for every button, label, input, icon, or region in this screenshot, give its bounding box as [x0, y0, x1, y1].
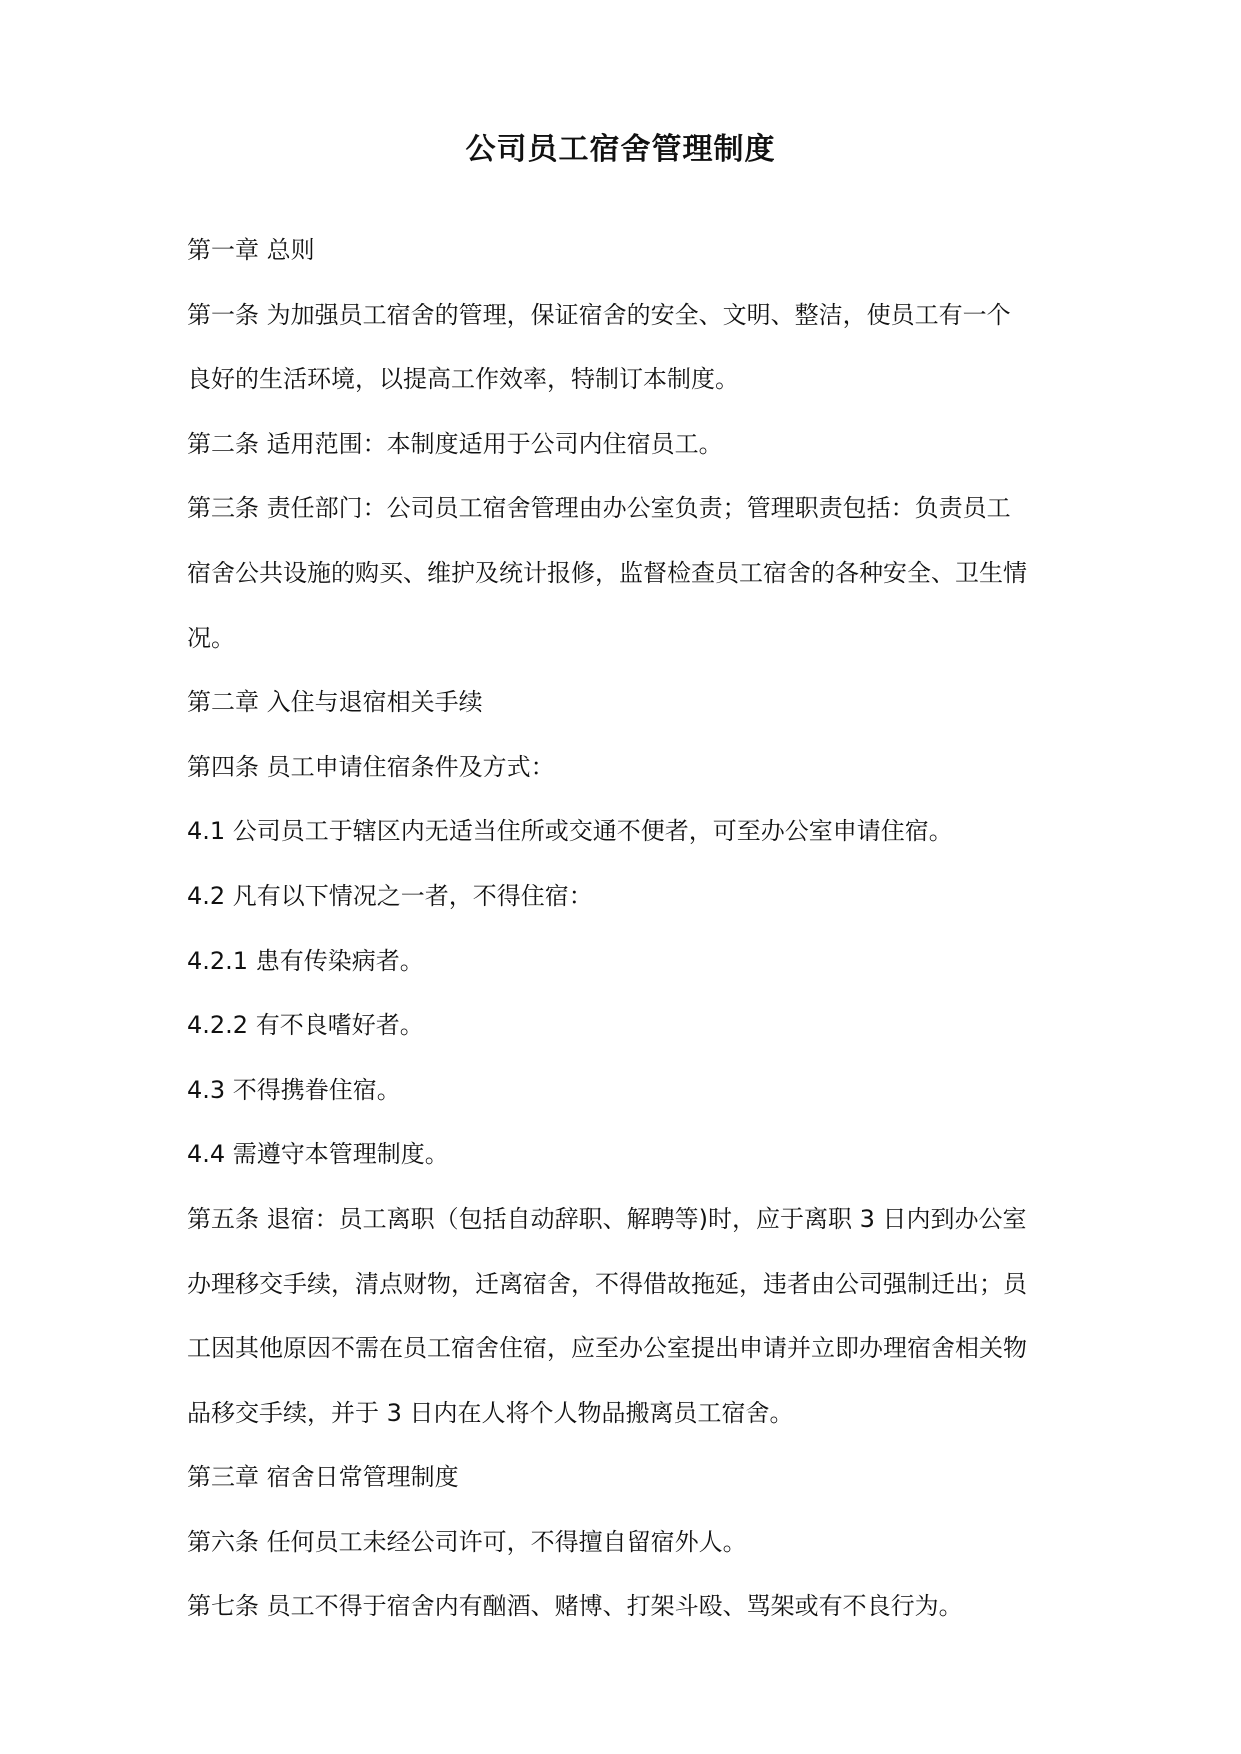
list-item: 4.2.1 患有传染病者。 [187, 946, 424, 975]
list-item: 4.2.2 有不良嗜好者。 [187, 1011, 424, 1040]
document-title: 公司员工宿舍管理制度 [465, 132, 776, 167]
list-item: 4.1 公司员工于辖区内无适当住所或交通不便者，可至办公室申请住宿。 [187, 817, 953, 846]
paragraph-line: 况。 [187, 623, 235, 652]
list-item: 4.4 需遵守本管理制度。 [187, 1140, 449, 1169]
list-item: 4.3 不得携眷住宿。 [187, 1075, 401, 1104]
paragraph-line: 第六条 任何员工未经公司许可，不得擅自留宿外人。 [187, 1527, 747, 1556]
chapter-heading: 第三章 宿舍日常管理制度 [187, 1463, 459, 1492]
paragraph-line: 工因其他原因不需在员工宿舍住宿，应至办公室提出申请并立即办理宿舍相关物 [187, 1334, 1027, 1363]
paragraph-line: 第四条 员工申请住宿条件及方式： [187, 752, 555, 781]
paragraph-line: 办理移交手续，清点财物，迁离宿舍，不得借故拖延，违者由公司强制迁出；员 [187, 1269, 1027, 1298]
list-item: 4.2 凡有以下情况之一者，不得住宿： [187, 881, 593, 910]
paragraph-line: 第二条 适用范围：本制度适用于公司内住宿员工。 [187, 429, 723, 458]
paragraph-line: 第一条 为加强员工宿舍的管理，保证宿舍的安全、文明、整洁，使员工有一个 [187, 300, 1011, 329]
paragraph-line: 宿舍公共设施的购买、维护及统计报修，监督检查员工宿舍的各种安全、卫生情 [187, 558, 1027, 587]
paragraph-line: 品移交手续，并于 3 日内在人将个人物品搬离员工宿舍。 [187, 1398, 794, 1427]
document-body [187, 227, 1057, 1648]
paragraph-line: 良好的生活环境，以提高工作效率，特制订本制度。 [187, 365, 739, 394]
paragraph-line: 第五条 退宿：员工离职（包括自动辞职、解聘等)时，应于离职 3 日内到办公室 [187, 1204, 1027, 1233]
paragraph-line: 第七条 员工不得于宿舍内有酗酒、赌博、打架斗殴、骂架或有不良行为。 [187, 1592, 963, 1621]
chapter-heading: 第一章 总则 [187, 236, 315, 264]
paragraph-line: 第三条 责任部门：公司员工宿舍管理由办公室负责；管理职责包括：负责员工 [187, 494, 1011, 523]
chapter-heading: 第二章 入住与退宿相关手续 [187, 688, 483, 717]
